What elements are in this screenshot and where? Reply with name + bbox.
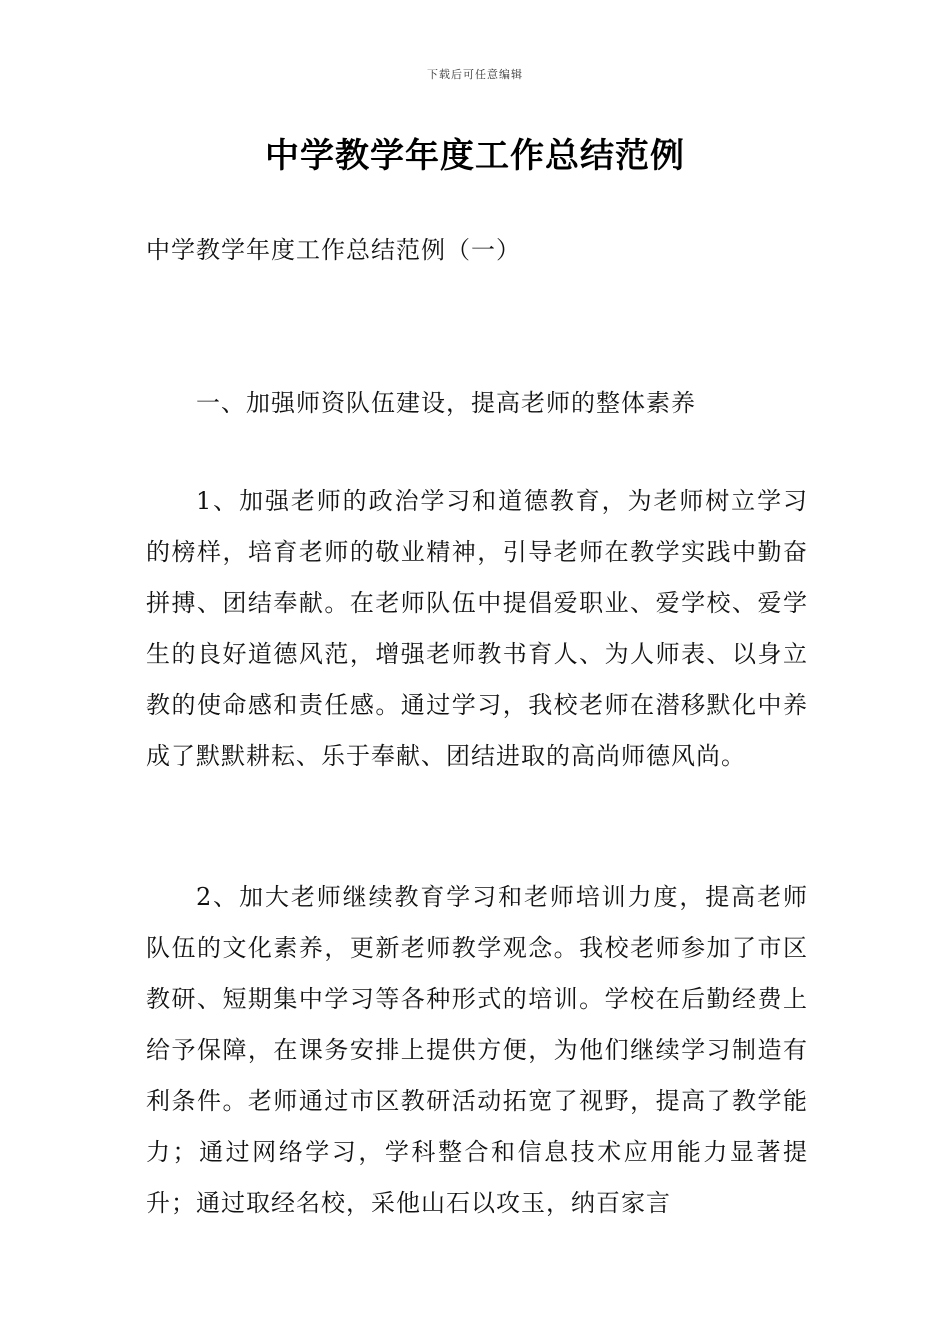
header-note: 下载后可任意编辑: [427, 68, 523, 81]
document-subtitle: 中学教学年度工作总结范例（一）: [146, 236, 521, 264]
paragraph-2: 2、加大老师继续教育学习和老师培训力度，提高老师队伍的文化素养，更新老师教学观念。我校老师参加了市区教研、短期集中学习等各种形式的培训。学校在后勤经费上给予保障，在课务安排上提供方便，为他们继续学习制造有利条件。老师通过市区教研活动拓宽了视野，提高了教学能力；通过网络学习，学科整合和信息技术应用能力显著提升；通过取经名校，采他山石以攻玉，纳百家言: [146, 883, 808, 1217]
paragraph-1: 1、加强老师的政治学习和道德教育，为老师树立学习的榜样，培育老师的敬业精神，引导老师在教学实践中勤奋拼搏、团结奉献。在老师队伍中提倡爱职业、爱学校、爱学生的良好道德风范，增强老师教书育人、为人师表、以身立教的使命感和责任感。通过学习，我校老师在潜移默化中养成了默默耕耘、乐于奉献、团结进取的高尚师德风尚。: [146, 487, 808, 770]
section-heading: 一、加强师资队伍建设，提高老师的整体素养: [196, 389, 696, 417]
document-title: 中学教学年度工作总结范例: [265, 136, 685, 176]
